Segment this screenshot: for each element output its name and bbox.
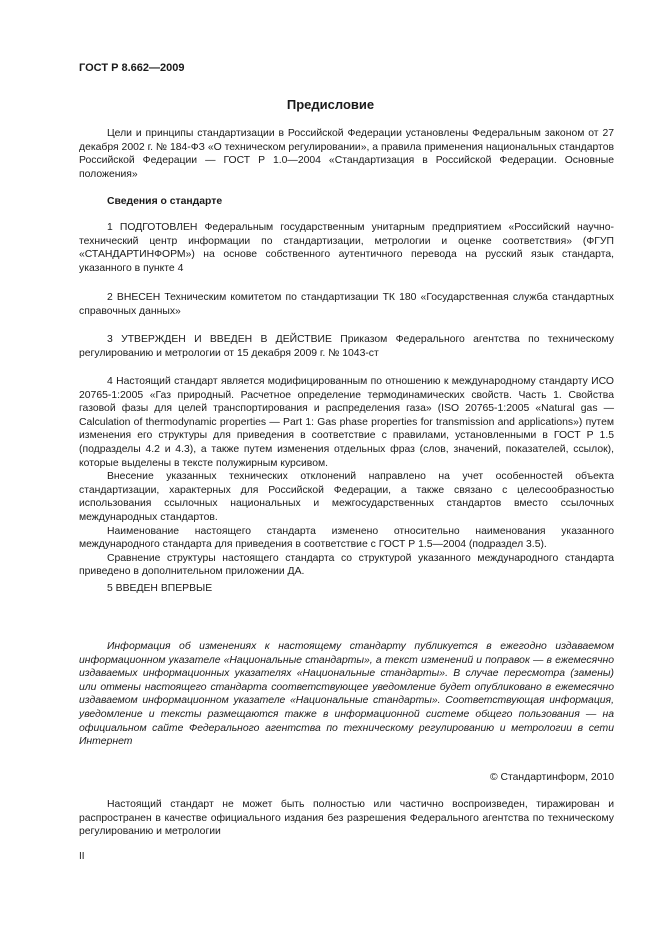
item-5: 5 ВВЕДЕН ВПЕРВЫЕ	[107, 583, 213, 594]
page-title: Предисловие	[286, 97, 375, 112]
item-3-text: 3 УТВЕРЖДЕН И ВВЕДЕН В ДЕЙСТВИЕ Приказом Федерального агентства по техническому регулированию и метрологии от 15 декабря 2009 г. № 1043-ст	[79, 334, 614, 359]
item-3	[79, 333, 614, 360]
intro-paragraph: Цели и принципы стандартизации в Российской Федерации установлены Федеральным законом от 27 декабря 2002 г. № 184-ФЗ «О техническом регулировании», а правила применения национальных стандартов Российской Федерации — ГОСТ Р 1.0—2004 «Стандартизация в Российской Федерации. Основные положения»	[79, 128, 614, 180]
item-4-paragraph-2: Внесение указанных технических отклонений направлено на учет особенностей объекта стандартизации, характерных для Российской Федерации, а также связано с целесообразностью использования ссылочных национальных и межгосударственных стандартов вместо ссылочных международных стандартов.	[79, 471, 614, 523]
item-4-paragraph-3: Наименование настоящего стандарта изменено относительно наименования указанного международного стандарта для приведения в соответствие с ГОСТ Р 1.5—2004 (подраздел 3.5).	[79, 525, 614, 551]
item-4	[79, 375, 614, 579]
page-number: II	[79, 851, 85, 862]
document-code: ГОСТ Р 8.662—2009	[79, 62, 185, 74]
item-2-text: 2 ВНЕСЕН Техническим комитетом по стандартизации ТК 180 «Государственная служба стандартных справочных данных»	[79, 292, 614, 317]
rights-block	[79, 798, 614, 839]
item-2	[79, 291, 614, 318]
copyright-notice: © Стандартинформ, 2010	[489, 772, 614, 783]
rights-paragraph: Настоящий стандарт не может быть полностью или частично воспроизведен, тиражирован и распространен в качестве официального издания без разрешения Федерального агентства по техническому регулированию и метрологии	[79, 799, 614, 838]
info-heading: Сведения о стандарте	[107, 196, 223, 207]
item-1	[79, 221, 614, 275]
item-4-paragraph-1: 4 Настоящий стандарт является модифицированным по отношению к международному стандарту ИСО 20765-1:2005 «Газ природный. Расчетное определение термодинамических свойств. Часть 1. Свойства газовой фазы для целей транспортирования и распределения газа» (ISO 20765-1:2005 «Natural gas — Calculation of thermodynamic properties — Part 1: Gas phase properties for transmission and applications») путем изменения его структуры для приведения в соответствие с правилами, установленными в ГОСТ Р 1.5 (подразделы 4.2 и 4.3), а также путем изменения отдельных фраз (слов, значений, показателей, ссылок), которые выделены в тексте полужирным курсивом.	[79, 376, 614, 469]
item-1-text: 1 ПОДГОТОВЛЕН Федеральным государственным унитарным предприятием «Российский научно-технический центр информации по стандартизации, метрологии и оценке соответствия» (ФГУП «СТАНДАРТИНФОРМ») на основе собственного аутентичного перевода на русский язык стандарта, указанного в пункте 4	[79, 222, 614, 274]
notice-paragraph: Информация об изменениях к настоящему стандарту публикуется в ежегодно издаваемом информационном указателе «Национальные стандарты», а текст изменений и поправок — в ежемесячно издаваемых информационных указателях «Национальные стандарты». В случае пересмотра (замены) или отмены настоящего стандарта соответствующее уведомление будет опубликовано в ежемесячно издаваемом информационном указателе «Национальные стандарты». Соответствующая информация, уведомление и тексты размещаются также в информационной системе общего пользования — на официальном сайте Федерального агентства по техническому регулированию и метрологии в сети Интернет	[79, 641, 614, 748]
intro-block	[79, 127, 614, 181]
item-4-paragraph-4: Сравнение структуры настоящего стандарта со структурой указанного международного стандарта приведено в дополнительном приложении ДА.	[79, 552, 614, 578]
notice-block	[79, 640, 614, 749]
